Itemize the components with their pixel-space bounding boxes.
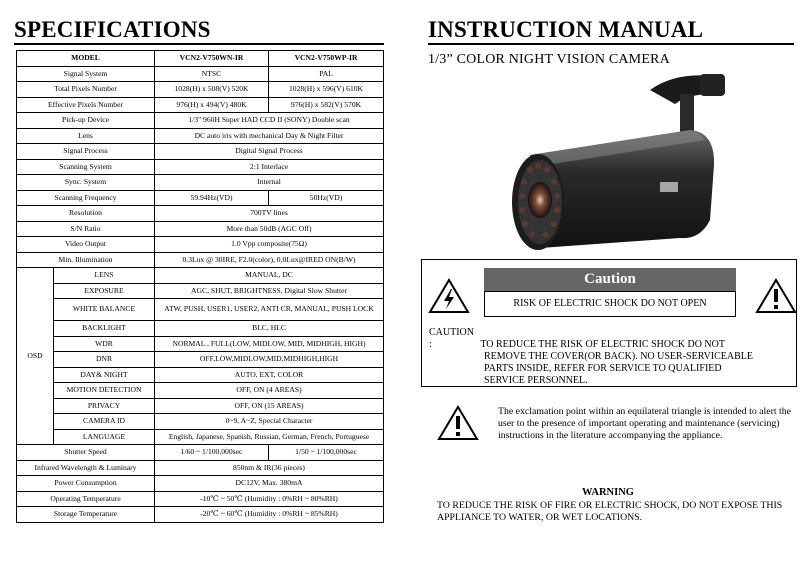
spec-value-a: 1028(H) x 508(V) 520K bbox=[155, 82, 269, 98]
spec-value: 700TV lines bbox=[155, 206, 384, 222]
spec-value: 1/3" 960H Super HAD CCD II (SONY) Double scan bbox=[155, 113, 384, 129]
spec-value: Internal bbox=[155, 175, 384, 191]
lightning-triangle-icon bbox=[428, 278, 470, 314]
spec-label: Storage Temperature bbox=[17, 507, 155, 523]
exclamation-triangle-icon bbox=[755, 278, 797, 314]
spec-value: OFF, ON (4 AREAS) bbox=[155, 383, 384, 399]
spec-label: LENS bbox=[54, 268, 155, 284]
spec-label: Shutter Speed bbox=[17, 445, 155, 461]
spec-value: ATW, PUSH, USER1, USER2, ANTI CR, MANUAL, PUSH LOCK bbox=[155, 299, 384, 321]
spec-label: WHITE BALANCE bbox=[54, 299, 155, 321]
spec-value: OFF, ON (15 AREAS) bbox=[155, 398, 384, 414]
table-row bbox=[17, 383, 384, 399]
table-row bbox=[17, 491, 384, 507]
spec-value: 2:1 Interlace bbox=[155, 159, 384, 175]
spec-label: Scanning Frequency bbox=[17, 190, 155, 206]
specifications-section bbox=[14, 18, 384, 45]
camera-image bbox=[500, 70, 750, 260]
spec-label: Video Output bbox=[17, 237, 155, 253]
spec-label: PRIVACY bbox=[54, 398, 155, 414]
spec-label: Pick-up Device bbox=[17, 113, 155, 129]
table-row bbox=[17, 445, 384, 461]
table-row bbox=[17, 429, 384, 445]
osd-label: OSD bbox=[17, 268, 54, 445]
spec-value: MANUAL, DC bbox=[155, 268, 384, 284]
table-row bbox=[17, 97, 384, 113]
spec-value-a: 59.94Hz(VD) bbox=[155, 190, 269, 206]
table-row bbox=[17, 367, 384, 383]
spec-label: Total Pixels Number bbox=[17, 82, 155, 98]
spec-value: More than 50dB (AGC Off) bbox=[155, 221, 384, 237]
table-row bbox=[17, 460, 384, 476]
warning-text: TO REDUCE THE RISK OF FIRE OR ELECTRIC SHOCK, DO NOT EXPOSE THIS APPLIANCE TO WATER, OR WET LOCATIONS. bbox=[437, 500, 783, 523]
caution-label: CAUTION : bbox=[429, 327, 474, 350]
table-row bbox=[17, 476, 384, 492]
title-rule bbox=[14, 43, 384, 45]
spec-label: Power Consumption bbox=[17, 476, 155, 492]
table-row bbox=[17, 507, 384, 523]
spec-label: Signal System bbox=[17, 66, 155, 82]
exclamation-triangle-icon bbox=[437, 405, 479, 441]
spec-value: Digital Signal Process bbox=[155, 144, 384, 160]
table-row bbox=[17, 252, 384, 268]
table-row bbox=[17, 414, 384, 430]
table-row bbox=[17, 175, 384, 191]
caution-title: Caution bbox=[484, 268, 736, 291]
spec-value-b: 976(H) x 582(V) 570K bbox=[269, 97, 384, 113]
spec-value: AGC, SHUT, BRIGHTNESS, Digital Slow Shutter bbox=[155, 283, 384, 299]
spec-table-body bbox=[17, 51, 384, 523]
caution-box bbox=[421, 259, 797, 387]
spec-value-b: 1/50 ~ 1/100,000sec bbox=[269, 445, 384, 461]
table-row bbox=[17, 144, 384, 160]
spec-value-b: 1028(H) x 596(V) 610K bbox=[269, 82, 384, 98]
spec-label: Effective Pixels Number bbox=[17, 97, 155, 113]
spec-label: Signal Process bbox=[17, 144, 155, 160]
spec-label: DAY& NIGHT bbox=[54, 367, 155, 383]
spec-label: DNR bbox=[54, 352, 155, 368]
spec-value: -20℃ ~ 60℃ (Humidity : 0%RH ~ 85%RH) bbox=[155, 507, 384, 523]
caution-notice bbox=[429, 327, 774, 387]
spec-label: Min. Illumination bbox=[17, 252, 155, 268]
spec-value-a: NTSC bbox=[155, 66, 269, 82]
manual-title: INSTRUCTION MANUAL bbox=[428, 17, 704, 42]
spec-label: MOTION DETECTION bbox=[54, 383, 155, 399]
table-row bbox=[17, 128, 384, 144]
spec-label: WDR bbox=[54, 336, 155, 352]
spec-label: CAMERA ID bbox=[54, 414, 155, 430]
table-row bbox=[17, 336, 384, 352]
spec-label: Sync. System bbox=[17, 175, 155, 191]
spec-value: DC auto iris with mechanical Day & Night Filter bbox=[155, 128, 384, 144]
spec-label: LANGUAGE bbox=[54, 429, 155, 445]
spec-label: Operating Temperature bbox=[17, 491, 155, 507]
table-row bbox=[17, 321, 384, 337]
spec-label: Infrared Wavelength & Luminary bbox=[17, 460, 155, 476]
spec-value: 850nm & IR(36 pieces) bbox=[155, 460, 384, 476]
spec-value: -10℃ ~ 50℃ (Humidity : 0%RH ~ 80%RH) bbox=[155, 491, 384, 507]
spec-value: BLC, HLC bbox=[155, 321, 384, 337]
table-row bbox=[17, 206, 384, 222]
table-row bbox=[17, 283, 384, 299]
spec-value-a: 1/60 ~ 1/100,000sec bbox=[155, 445, 269, 461]
spec-value-b: 50Hz(VD) bbox=[269, 190, 384, 206]
manual-section bbox=[428, 18, 794, 68]
table-row bbox=[17, 66, 384, 82]
spec-label: Scanning System bbox=[17, 159, 155, 175]
spec-value: English, Japanese, Spanish, Russian, German, French, Portuguese bbox=[155, 429, 384, 445]
table-row bbox=[17, 82, 384, 98]
caution-line: TO REDUCE THE RISK OF ELECTRIC SHOCK DO NOT bbox=[480, 339, 725, 350]
page-title: SPECIFICATIONS bbox=[14, 17, 211, 42]
manual-subtitle: 1/3” COLOR NIGHT VISION CAMERA bbox=[428, 52, 670, 67]
spec-value-b: PAL bbox=[269, 66, 384, 82]
caution-line: PARTS INSIDE, REFER FOR SERVICE TO QUALIFIED bbox=[484, 363, 722, 374]
caution-subtitle: RISK OF ELECTRIC SHOCK DO NOT OPEN bbox=[484, 291, 736, 317]
table-header-row bbox=[17, 51, 384, 67]
spec-table bbox=[16, 50, 384, 523]
table-row bbox=[17, 190, 384, 206]
caution-line: SERVICE PERSONNEL. bbox=[484, 375, 588, 386]
table-row bbox=[17, 398, 384, 414]
spec-label: Resolution bbox=[17, 206, 155, 222]
spec-label: EXPOSURE bbox=[54, 283, 155, 299]
manual-title-rule bbox=[428, 43, 794, 45]
header-model: MODEL bbox=[17, 51, 155, 67]
spec-value: DC12V, Max. 380mA bbox=[155, 476, 384, 492]
warning-title: WARNING bbox=[582, 487, 634, 498]
header-model-b: VCN2-V750WP-IR bbox=[269, 51, 384, 67]
caution-line: REMOVE THE COVER(OR BACK). NO USER-SERVICEABLE bbox=[484, 351, 754, 362]
spec-label: Lens bbox=[17, 128, 155, 144]
spec-value: 0~9, A~Z, Special Character bbox=[155, 414, 384, 430]
spec-value: AUTO, EXT, COLOR bbox=[155, 367, 384, 383]
table-row bbox=[17, 159, 384, 175]
table-row bbox=[17, 352, 384, 368]
spec-value: OFF,LOW,MIDLOW,MID,MIDHIGH,HIGH bbox=[155, 352, 384, 368]
spec-label: S/N Ratio bbox=[17, 221, 155, 237]
table-row bbox=[17, 237, 384, 253]
spec-value: NORMAL , FULL(LOW, MIDLOW, MID, MIDHIGH, HIGH) bbox=[155, 336, 384, 352]
header-model-a: VCN2-V750WN-IR bbox=[155, 51, 269, 67]
spec-value: 1.0 Vpp composite(75Ω) bbox=[155, 237, 384, 253]
table-row bbox=[17, 299, 384, 321]
table-row bbox=[17, 268, 384, 284]
exclamation-explanation: The exclamation point within an equilateral triangle is intended to alert the user to the presence of important operating and maintenance (servicing) instructions in the literature accompanying the appliance. bbox=[498, 406, 791, 441]
spec-value-a: 976(H) x 494(V) 480K bbox=[155, 97, 269, 113]
table-row bbox=[17, 113, 384, 129]
table-row bbox=[17, 221, 384, 237]
spec-label: BACKLIGHT bbox=[54, 321, 155, 337]
spec-value: 0.3Lux @ 30IRE, F2.0(color), 0.0Lux@IRED ON(B/W) bbox=[155, 252, 384, 268]
